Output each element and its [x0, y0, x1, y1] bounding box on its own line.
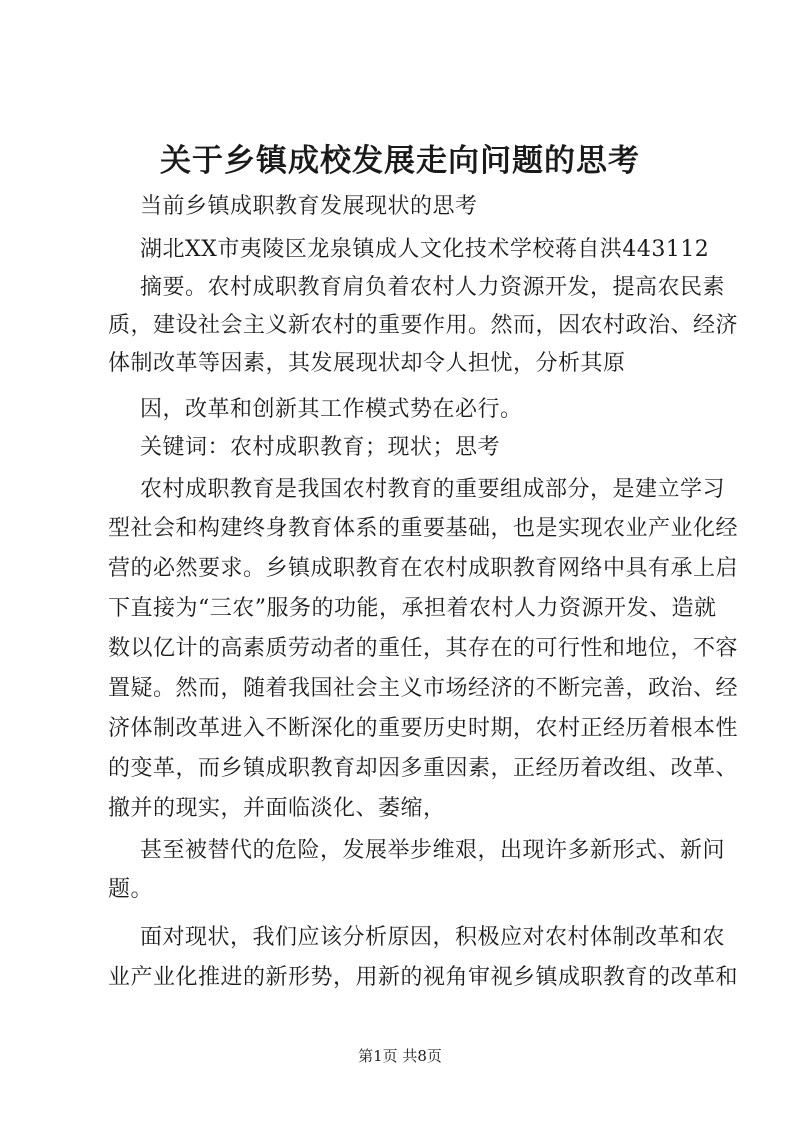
body-line: 撤并的现实，并面临淡化、萎缩，: [108, 796, 446, 821]
abstract-line: 体制改革等因素，其发展现状却令人担忧，分析其原: [108, 351, 626, 376]
subtitle-line: 当前乡镇成职教育发展现状的思考: [140, 194, 478, 219]
body-line: 面对现状，我们应该分析原因，积极应对农村体制改革和农: [140, 925, 726, 950]
body-line: 题。: [108, 877, 154, 902]
body-line: 农村成职教育是我国农村教育的重要组成部分，是建立学习: [140, 477, 726, 502]
author-line: 湖北XX市夷陵区龙泉镇成人文化技术学校蒋自洪443112: [140, 237, 710, 262]
body-line: 数以亿计的高素质劳动者的重任，其存在的可行性和地位，不容: [108, 636, 739, 661]
page-number-footer: 第1页 共8页: [358, 1047, 442, 1065]
body-line: 甚至被替代的危险，发展举步维艰，出现许多新形式、新问: [140, 838, 726, 863]
body-line: 业产业化推进的新形势，用新的视角审视乡镇成职教育的改革和: [108, 965, 739, 990]
abstract-line: 质，建设社会主义新农村的重要作用。然而，因农村政治、经济: [108, 313, 739, 338]
body-line: 营的必然要求。乡镇成职教育在农村成职教育网络中具有承上启: [108, 556, 739, 581]
abstract-line: 因，改革和创新其工作模式势在必行。: [140, 397, 523, 422]
body-line: 的变革，而乡镇成职教育却因多重因素，正经历着改组、改革、: [108, 756, 739, 781]
body-line: 置疑。然而，随着我国社会主义市场经济的不断完善，政治、经: [108, 676, 739, 701]
keywords-line: 关键词：农村成职教育；现状；思考: [140, 435, 501, 460]
body-line: 济体制改革进入不断深化的重要历史时期，农村正经历着根本性: [108, 716, 739, 741]
document-title: 关于乡镇成校发展走向问题的思考: [160, 143, 640, 179]
body-line: 型社会和构建终身教育体系的重要基础，也是实现农业产业化经: [108, 516, 739, 541]
abstract-line: 摘要。农村成职教育肩负着农村人力资源开发，提高农民素: [140, 275, 726, 300]
body-line: 下直接为“三农”服务的功能，承担着农村人力资源开发、造就: [108, 596, 717, 621]
